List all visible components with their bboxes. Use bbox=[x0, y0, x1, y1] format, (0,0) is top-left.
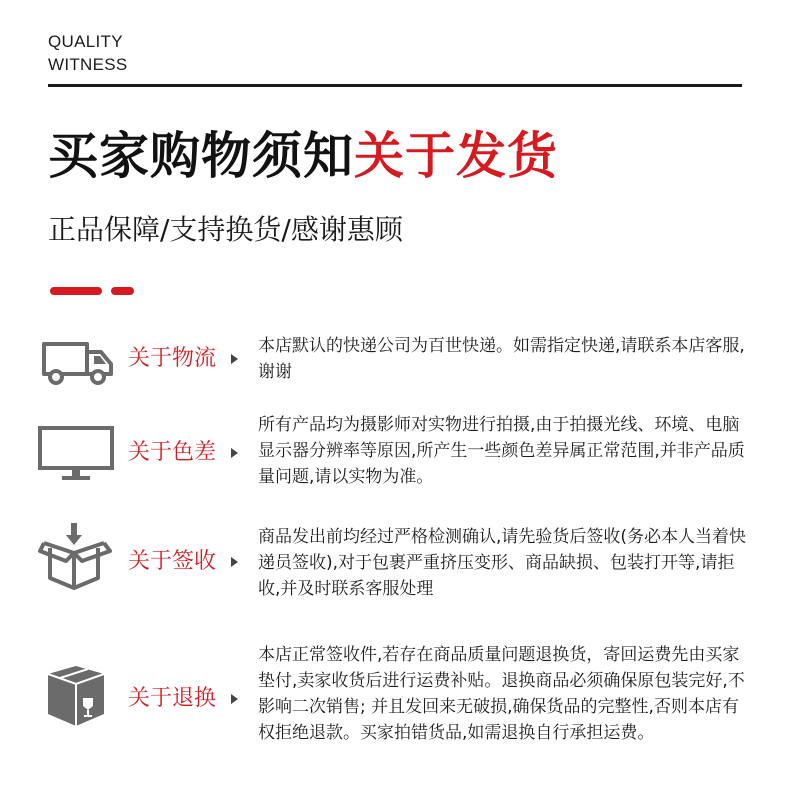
brand-line-witness: WITNESS bbox=[48, 55, 128, 74]
section-receiving bbox=[0, 515, 790, 610]
delivery-truck-icon bbox=[36, 324, 120, 394]
section-label-receiving: 关于签收 bbox=[128, 549, 217, 574]
section-logistics bbox=[0, 320, 790, 400]
section-color-difference bbox=[0, 410, 790, 500]
page-title-highlight: 关于发货 bbox=[354, 127, 558, 185]
triangle-right-icon bbox=[231, 557, 238, 567]
accent-bar-short bbox=[111, 287, 134, 295]
section-text-color-difference: 所有产品均为摄影师对实物进行拍摄,由于拍摄光线、环境、电脑显示器分辨率等原因,所产生一些颜色差异属正常范围,并非产品质量问题,请以实物为准。 bbox=[258, 415, 745, 487]
section-label-returns: 关于退换 bbox=[128, 686, 217, 711]
fragile-box-icon bbox=[36, 662, 120, 732]
section-label-logistics: 关于物流 bbox=[128, 346, 217, 371]
package-receive-icon bbox=[36, 521, 120, 591]
section-text-logistics: 本店默认的快递公司为百世快递。如需指定快递,请联系本店客服,谢谢 bbox=[258, 336, 745, 382]
brand-logo bbox=[48, 30, 128, 76]
section-returns bbox=[0, 640, 790, 770]
page-subtitle: 正品保障/支持换货/感谢惠顾 bbox=[48, 213, 403, 246]
triangle-right-icon bbox=[231, 354, 238, 364]
brand-line-quality: QUALITY bbox=[48, 32, 123, 51]
section-text-returns: 本店正常签收件,若存在商品质量问题退换货，寄回运费先由买家垫付,卖家收货后进行运费补贴。退换商品必须确保原包装完好,不影响二次销售; 并且发回来无破损,确保货品的完整性,否则本店有权拒绝退款。买家拍错货品,如需退换自行承担运费。 bbox=[258, 645, 745, 743]
header-divider bbox=[48, 84, 742, 87]
page-title-main: 买家购物须知 bbox=[48, 127, 354, 185]
triangle-right-icon bbox=[231, 448, 238, 458]
accent-bar-long bbox=[50, 287, 102, 295]
triangle-right-icon bbox=[231, 694, 238, 704]
page-title bbox=[48, 124, 558, 188]
section-label-color-difference: 关于色差 bbox=[128, 440, 217, 465]
section-text-receiving: 商品发出前均经过严格检测确认,请先验货后签收(务必本人当着快递员签收),对于包裹严重挤压变形、商品缺损、包装打开等,请拒收,并及时联系客服处理 bbox=[258, 527, 747, 599]
monitor-icon bbox=[36, 418, 120, 488]
